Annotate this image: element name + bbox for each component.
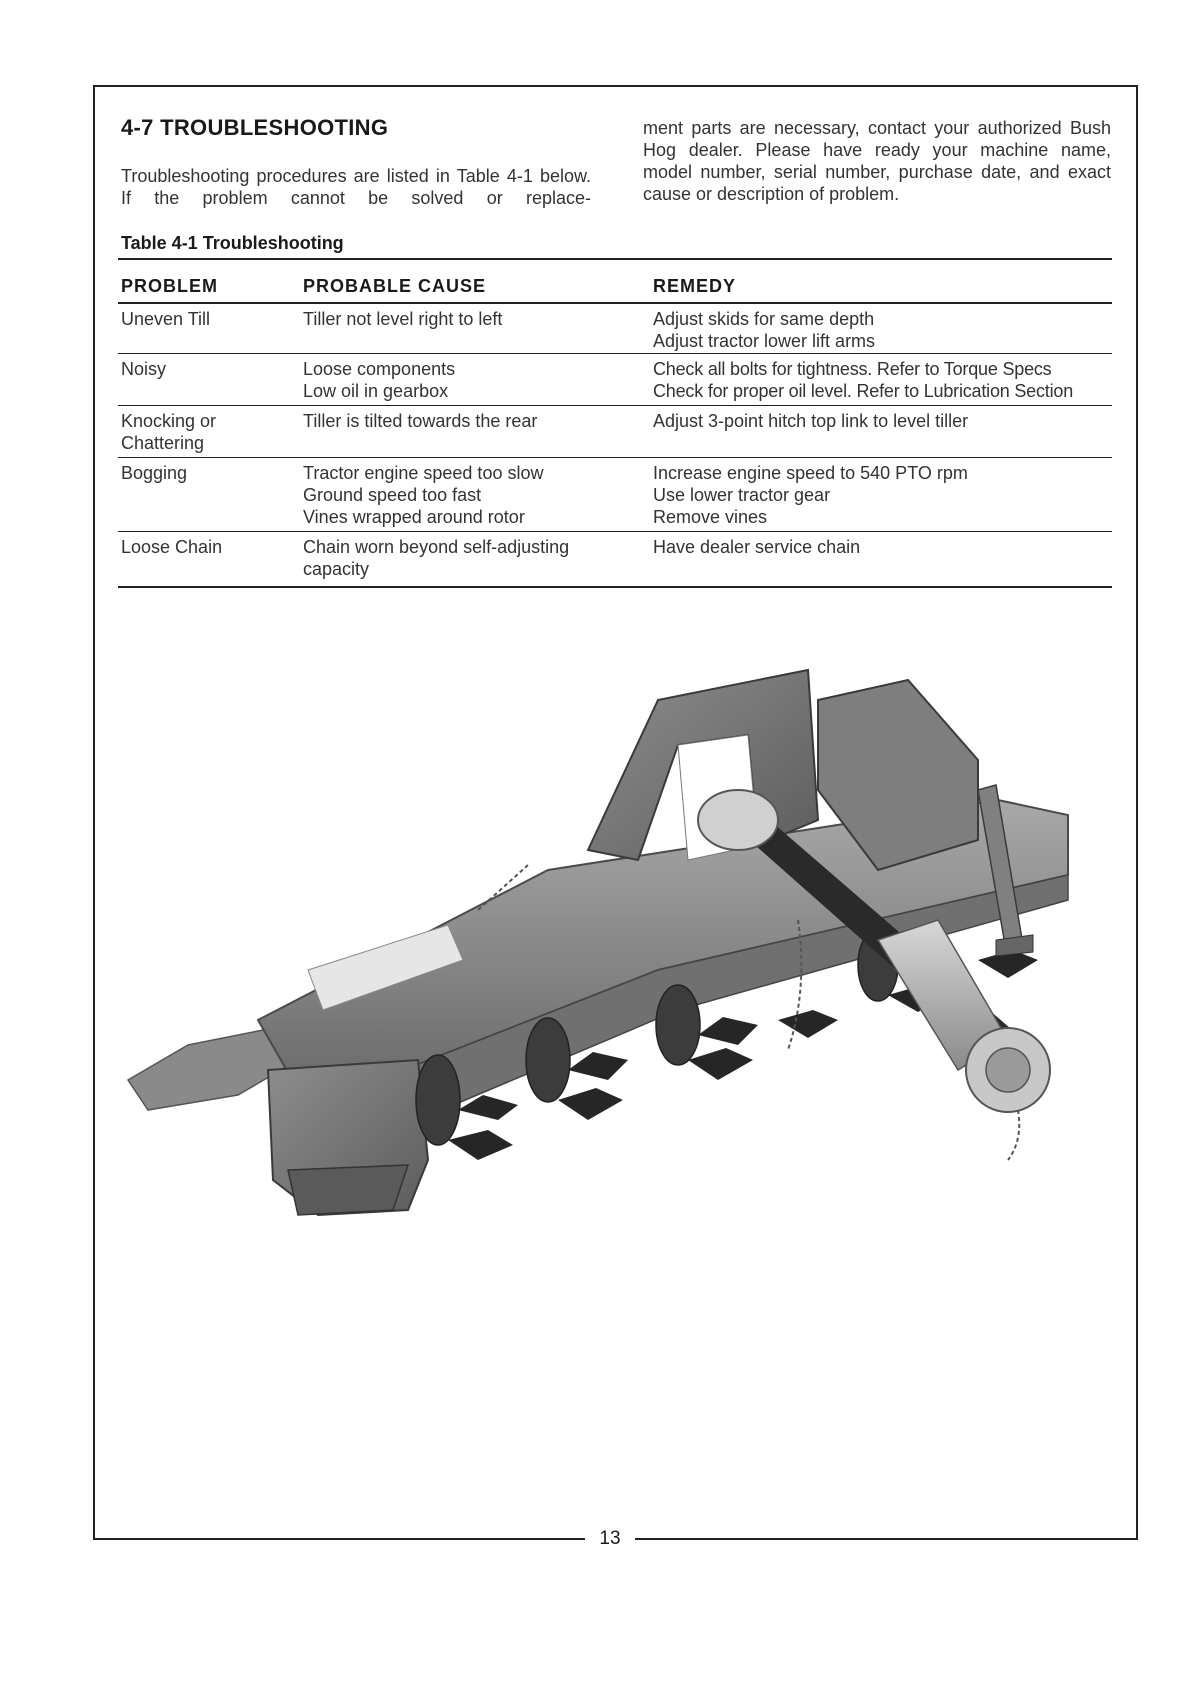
remedy-text: Check all bolts for tightness. Refer to Torque Specs — [653, 359, 1052, 379]
problem-text: Uneven Till — [121, 309, 211, 329]
problem-cell — [118, 410, 303, 457]
remedy-cell — [653, 536, 1112, 586]
remedy-text: Adjust 3-point hitch top link to level tiller — [653, 411, 969, 431]
problem-text: Loose Chain — [121, 537, 223, 557]
problem-cell — [118, 308, 303, 353]
page-number: 13 — [585, 1524, 635, 1554]
problem-text: Noisy — [121, 359, 167, 379]
troubleshooting-table — [118, 258, 1112, 588]
remedy-text: Increase engine speed to 540 PTO rpm — [653, 463, 968, 483]
remedy-cell — [653, 462, 1112, 531]
remedy-text: Adjust skids for same depth — [653, 309, 875, 329]
remedy-cell — [653, 308, 1112, 353]
cause-text: capacity — [303, 559, 370, 579]
rotary-tiller-photo — [118, 640, 1118, 1320]
problem-cell — [118, 536, 303, 586]
table-row — [118, 354, 1112, 406]
problem-text: Chattering — [121, 433, 205, 453]
remedy-text: Remove vines — [653, 507, 768, 527]
problem-cell — [118, 462, 303, 531]
cause-text: Low oil in gearbox — [303, 381, 449, 401]
problem-text: Bogging — [121, 463, 188, 483]
cause-text: Ground speed too fast — [303, 485, 482, 505]
cause-cell — [303, 358, 653, 405]
cause-cell — [303, 308, 653, 353]
remedy-text: Use lower tractor gear — [653, 485, 831, 505]
cause-text: Vines wrapped around rotor — [303, 507, 525, 527]
table-row — [118, 458, 1112, 532]
table-caption: Table 4-1 Troubleshooting — [121, 233, 344, 253]
cause-text: Tractor engine speed too slow — [303, 463, 544, 483]
cause-text: Tiller not level right to left — [303, 309, 503, 329]
table-row — [118, 532, 1112, 586]
remedy-cell — [653, 358, 1112, 405]
problem-text: Knocking or — [121, 411, 217, 431]
cause-text: Tiller is tilted towards the rear — [303, 411, 538, 431]
header-problem: PROBLEM — [121, 276, 218, 296]
remedy-cell — [653, 410, 1112, 457]
cause-text: Loose components — [303, 359, 456, 379]
cause-text: Chain worn beyond self-adjusting — [303, 537, 570, 557]
intro-paragraph-right: ment parts are necessary, contact your authorized Bush Hog dealer. Please have ready your machine name, model number, serial number, purchase date, and exact cause or description of problem. — [643, 118, 1111, 204]
table-row — [118, 406, 1112, 458]
problem-cell — [118, 358, 303, 405]
section-heading: 4-7 TROUBLESHOOTING — [121, 115, 389, 140]
remedy-text: Check for proper oil level. Refer to Lubrication Section — [653, 381, 1074, 401]
cause-cell — [303, 462, 653, 531]
table-row — [118, 304, 1112, 354]
table-header-row — [118, 260, 1112, 304]
remedy-text: Have dealer service chain — [653, 537, 861, 557]
header-probable-cause: PROBABLE CAUSE — [303, 276, 487, 296]
cause-cell — [303, 410, 653, 457]
header-remedy: REMEDY — [653, 276, 737, 296]
remedy-text: Adjust tractor lower lift arms — [653, 331, 876, 351]
cause-cell — [303, 536, 653, 586]
intro-paragraph-left: Troubleshooting procedures are listed in Table 4-1 below. If the problem cannot be solved or replace- — [121, 166, 591, 208]
